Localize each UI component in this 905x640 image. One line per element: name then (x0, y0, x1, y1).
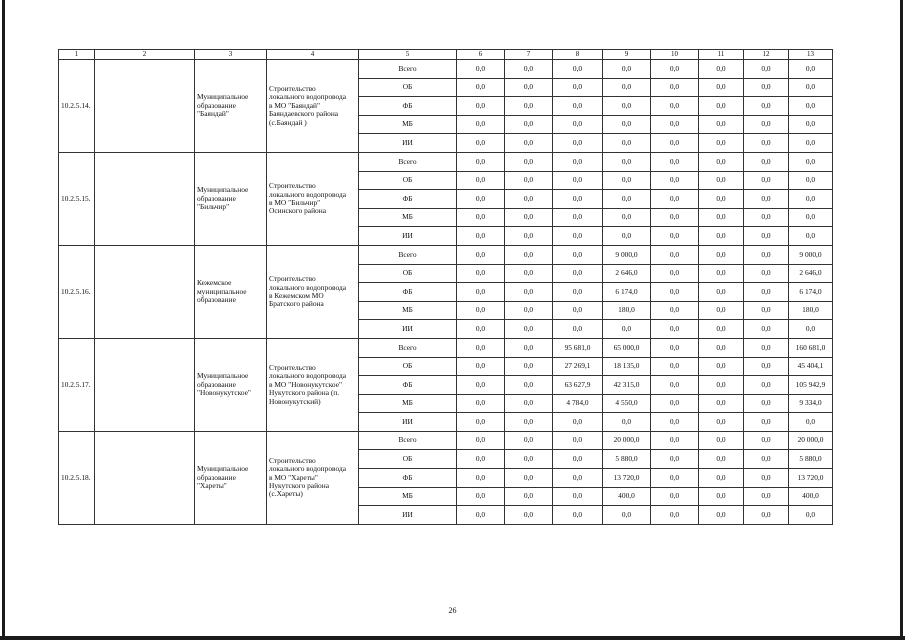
funding-source: ИИ (359, 227, 457, 246)
funding-value: 0,0 (651, 134, 699, 153)
funding-value: 0,0 (744, 264, 789, 283)
funding-value: 0,0 (603, 190, 651, 209)
funding-value: 0,0 (603, 152, 651, 171)
funding-source: МБ (359, 394, 457, 413)
funding-value: 0,0 (457, 245, 505, 264)
funding-value: 0,0 (505, 190, 553, 209)
funding-value: 0,0 (789, 171, 833, 190)
funding-value: 180,0 (603, 301, 651, 320)
funding-source: Всего (359, 431, 457, 450)
funding-value: 65 000,0 (603, 338, 651, 357)
funding-value: 0,0 (603, 208, 651, 227)
funding-value: 0,0 (744, 283, 789, 302)
column-number-header: 12 (744, 50, 789, 60)
funding-value: 0,0 (505, 320, 553, 339)
funding-value: 0,0 (699, 97, 744, 116)
measure-code: 10.2.5.16. (59, 245, 95, 338)
funding-value: 0,0 (553, 171, 603, 190)
scan-frame-bottom (0, 636, 905, 640)
funding-value: 0,0 (744, 469, 789, 488)
funding-value: 0,0 (699, 376, 744, 395)
funding-value: 0,0 (744, 190, 789, 209)
funding-value: 0,0 (603, 97, 651, 116)
funding-value: 400,0 (603, 487, 651, 506)
funding-value: 0,0 (457, 506, 505, 525)
funding-value: 0,0 (744, 394, 789, 413)
column-number-header: 3 (195, 50, 267, 60)
funding-value: 0,0 (651, 487, 699, 506)
column-number-header: 11 (699, 50, 744, 60)
funding-value: 0,0 (505, 413, 553, 432)
funding-value: 0,0 (744, 487, 789, 506)
funding-value: 0,0 (457, 152, 505, 171)
funding-value: 0,0 (744, 320, 789, 339)
funding-source: ОБ (359, 78, 457, 97)
funding-value: 0,0 (651, 152, 699, 171)
funding-value: 0,0 (505, 227, 553, 246)
funding-value: 0,0 (457, 357, 505, 376)
funding-value: 0,0 (699, 487, 744, 506)
funding-value: 0,0 (651, 97, 699, 116)
funding-value: 0,0 (457, 264, 505, 283)
funding-source: МБ (359, 115, 457, 134)
funding-value: 0,0 (699, 264, 744, 283)
funding-value: 0,0 (651, 394, 699, 413)
funding-source: ФБ (359, 97, 457, 116)
funding-source: ФБ (359, 283, 457, 302)
funding-value: 0,0 (553, 431, 603, 450)
funding-value: 0,0 (744, 431, 789, 450)
funding-value: 0,0 (553, 506, 603, 525)
funding-value: 0,0 (603, 227, 651, 246)
funding-value: 0,0 (505, 115, 553, 134)
funding-value: 0,0 (744, 413, 789, 432)
funding-value: 0,0 (505, 469, 553, 488)
organization-name: Муниципальное образование "Баяндай" (195, 60, 267, 153)
funding-value: 0,0 (553, 134, 603, 153)
funding-value: 0,0 (553, 227, 603, 246)
funding-value: 0,0 (699, 413, 744, 432)
funding-value: 0,0 (457, 469, 505, 488)
funding-value: 0,0 (457, 487, 505, 506)
empty-cell (95, 338, 195, 431)
funding-value: 0,0 (651, 357, 699, 376)
project-description: Строительство локального водопровода в МО "Хареты" Нукутского района (с.Хареты) (267, 431, 359, 524)
funding-value: 0,0 (553, 264, 603, 283)
funding-value: 400,0 (789, 487, 833, 506)
funding-value: 4 550,0 (603, 394, 651, 413)
funding-value: 0,0 (457, 227, 505, 246)
funding-value: 0,0 (699, 60, 744, 79)
funding-value: 0,0 (651, 431, 699, 450)
funding-value: 0,0 (699, 469, 744, 488)
funding-value: 0,0 (651, 376, 699, 395)
funding-source: ОБ (359, 264, 457, 283)
funding-source: ОБ (359, 357, 457, 376)
column-number-header: 4 (267, 50, 359, 60)
funding-value: 0,0 (651, 171, 699, 190)
funding-value: 0,0 (699, 338, 744, 357)
funding-value: 105 942,9 (789, 376, 833, 395)
funding-source: Всего (359, 245, 457, 264)
funding-value: 0,0 (505, 78, 553, 97)
funding-value: 4 784,0 (553, 394, 603, 413)
funding-value: 0,0 (651, 60, 699, 79)
funding-value: 0,0 (789, 506, 833, 525)
funding-value: 0,0 (505, 431, 553, 450)
funding-value: 0,0 (457, 78, 505, 97)
funding-value: 0,0 (651, 208, 699, 227)
funding-value: 0,0 (699, 208, 744, 227)
funding-value: 0,0 (505, 245, 553, 264)
column-number-header: 7 (505, 50, 553, 60)
funding-value: 0,0 (553, 413, 603, 432)
funding-value: 0,0 (789, 208, 833, 227)
funding-value: 0,0 (457, 208, 505, 227)
funding-value: 13 720,0 (603, 469, 651, 488)
funding-value: 0,0 (553, 208, 603, 227)
funding-value: 0,0 (457, 394, 505, 413)
funding-value: 0,0 (744, 301, 789, 320)
column-number-header: 1 (59, 50, 95, 60)
funding-value: 9 334,0 (789, 394, 833, 413)
funding-value: 0,0 (789, 97, 833, 116)
funding-value: 0,0 (505, 134, 553, 153)
funding-value: 0,0 (789, 152, 833, 171)
funding-value: 0,0 (553, 450, 603, 469)
organization-name: Кежемское муниципальное образование (195, 245, 267, 338)
funding-value: 0,0 (699, 450, 744, 469)
table-row (59, 431, 833, 450)
funding-value: 0,0 (789, 227, 833, 246)
funding-value: 0,0 (457, 450, 505, 469)
funding-value: 9 000,0 (789, 245, 833, 264)
funding-value: 0,0 (744, 357, 789, 376)
funding-value: 0,0 (699, 78, 744, 97)
funding-value: 180,0 (789, 301, 833, 320)
funding-value: 0,0 (505, 357, 553, 376)
funding-value: 0,0 (457, 283, 505, 302)
funding-value: 0,0 (505, 60, 553, 79)
funding-value: 0,0 (651, 190, 699, 209)
funding-value: 45 404,1 (789, 357, 833, 376)
funding-value: 0,0 (744, 171, 789, 190)
funding-source: ОБ (359, 171, 457, 190)
funding-value: 42 315,0 (603, 376, 651, 395)
funding-value: 0,0 (505, 376, 553, 395)
funding-value: 9 000,0 (603, 245, 651, 264)
funding-source: ФБ (359, 376, 457, 395)
funding-value: 0,0 (603, 60, 651, 79)
funding-value: 0,0 (505, 338, 553, 357)
funding-value: 0,0 (789, 413, 833, 432)
funding-value: 0,0 (505, 506, 553, 525)
funding-value: 2 646,0 (789, 264, 833, 283)
funding-value: 0,0 (553, 97, 603, 116)
column-number-header: 9 (603, 50, 651, 60)
funding-value: 0,0 (744, 115, 789, 134)
funding-value: 27 269,1 (553, 357, 603, 376)
funding-value: 0,0 (651, 264, 699, 283)
funding-value: 0,0 (505, 171, 553, 190)
funding-value: 5 880,0 (603, 450, 651, 469)
funding-value: 0,0 (603, 320, 651, 339)
funding-value: 0,0 (789, 134, 833, 153)
funding-source: МБ (359, 208, 457, 227)
organization-name: Муниципальное образование "Бильчир" (195, 152, 267, 245)
funding-value: 0,0 (744, 208, 789, 227)
funding-source: Всего (359, 338, 457, 357)
funding-value: 0,0 (789, 320, 833, 339)
empty-cell (95, 245, 195, 338)
funding-value: 5 880,0 (789, 450, 833, 469)
funding-value: 0,0 (651, 227, 699, 246)
funding-source: ФБ (359, 190, 457, 209)
funding-value: 0,0 (457, 320, 505, 339)
funding-value: 0,0 (699, 357, 744, 376)
funding-value: 13 720,0 (789, 469, 833, 488)
funding-value: 0,0 (744, 78, 789, 97)
page-number: 26 (448, 606, 457, 615)
funding-value: 0,0 (553, 301, 603, 320)
column-number-header: 10 (651, 50, 699, 60)
funding-source: МБ (359, 301, 457, 320)
funding-value: 0,0 (457, 301, 505, 320)
funding-value: 0,0 (603, 413, 651, 432)
funding-value: 0,0 (744, 450, 789, 469)
funding-value: 0,0 (457, 413, 505, 432)
funding-value: 0,0 (651, 338, 699, 357)
funding-source: Всего (359, 152, 457, 171)
funding-value: 18 135,0 (603, 357, 651, 376)
table-row (59, 60, 833, 79)
funding-value: 2 646,0 (603, 264, 651, 283)
funding-value: 0,0 (457, 97, 505, 116)
funding-value: 0,0 (699, 134, 744, 153)
funding-value: 0,0 (651, 469, 699, 488)
funding-source: ИИ (359, 413, 457, 432)
project-description: Строительство локального водопровода в МО "Баяндай" Баяндаевского района (с.Баяндай ) (267, 60, 359, 153)
funding-value: 0,0 (699, 320, 744, 339)
funding-value: 0,0 (699, 115, 744, 134)
funding-source: ФБ (359, 469, 457, 488)
funding-value: 0,0 (553, 152, 603, 171)
funding-source: МБ (359, 487, 457, 506)
funding-value: 0,0 (553, 283, 603, 302)
funding-value: 0,0 (603, 506, 651, 525)
funding-value: 160 681,0 (789, 338, 833, 357)
empty-cell (95, 60, 195, 153)
funding-value: 0,0 (505, 208, 553, 227)
organization-name: Муниципальное образование "Хареты" (195, 431, 267, 524)
funding-value: 0,0 (603, 134, 651, 153)
funding-value: 0,0 (744, 134, 789, 153)
funding-source: ОБ (359, 450, 457, 469)
funding-value: 0,0 (744, 506, 789, 525)
funding-value: 0,0 (699, 506, 744, 525)
funding-value: 20 000,0 (603, 431, 651, 450)
column-number-header: 8 (553, 50, 603, 60)
funding-value: 0,0 (651, 78, 699, 97)
funding-value: 0,0 (505, 301, 553, 320)
funding-value: 0,0 (699, 190, 744, 209)
funding-value: 0,0 (744, 338, 789, 357)
funding-value: 0,0 (699, 301, 744, 320)
funding-value: 0,0 (457, 115, 505, 134)
funding-value: 0,0 (505, 152, 553, 171)
funding-value: 0,0 (603, 115, 651, 134)
column-number-header: 6 (457, 50, 505, 60)
funding-value: 6 174,0 (603, 283, 651, 302)
funding-value: 0,0 (744, 227, 789, 246)
empty-cell (95, 431, 195, 524)
column-number-header: 2 (95, 50, 195, 60)
funding-value: 0,0 (651, 301, 699, 320)
funding-value: 0,0 (699, 245, 744, 264)
funding-value: 95 681,0 (553, 338, 603, 357)
funding-value: 20 000,0 (789, 431, 833, 450)
column-number-header: 13 (789, 50, 833, 60)
funding-value: 0,0 (744, 245, 789, 264)
funding-value: 0,0 (505, 264, 553, 283)
measure-code: 10.2.5.15. (59, 152, 95, 245)
funding-value: 0,0 (789, 190, 833, 209)
funding-value: 0,0 (505, 394, 553, 413)
funding-value: 6 174,0 (789, 283, 833, 302)
funding-value: 0,0 (457, 134, 505, 153)
header-row (59, 50, 833, 60)
funding-value: 0,0 (789, 60, 833, 79)
funding-value: 0,0 (553, 115, 603, 134)
funding-value: 0,0 (651, 450, 699, 469)
funding-value: 0,0 (553, 78, 603, 97)
project-description: Строительство локального водопровода в МО "Новонукутское" Нукутского района (п. Новонукутский) (267, 338, 359, 431)
funding-value: 0,0 (744, 376, 789, 395)
funding-value: 0,0 (651, 245, 699, 264)
measure-code: 10.2.5.17. (59, 338, 95, 431)
funding-value: 0,0 (553, 190, 603, 209)
funding-value: 63 627,9 (553, 376, 603, 395)
column-number-header: 5 (359, 50, 457, 60)
table-row (59, 245, 833, 264)
funding-value: 0,0 (651, 115, 699, 134)
table-row (59, 338, 833, 357)
table-row (59, 152, 833, 171)
funding-value: 0,0 (553, 469, 603, 488)
funding-value: 0,0 (699, 431, 744, 450)
funding-value: 0,0 (651, 413, 699, 432)
funding-source: Всего (359, 60, 457, 79)
funding-value: 0,0 (603, 171, 651, 190)
funding-value: 0,0 (457, 171, 505, 190)
funding-value: 0,0 (457, 190, 505, 209)
funding-value: 0,0 (699, 171, 744, 190)
funding-value: 0,0 (651, 506, 699, 525)
program-funding-table (58, 49, 833, 525)
project-description: Строительство локального водопровода в МО "Бильчир" Осинского района (267, 152, 359, 245)
organization-name: Муниципальное образование "Новонукутское" (195, 338, 267, 431)
funding-value: 0,0 (457, 431, 505, 450)
funding-value: 0,0 (651, 283, 699, 302)
funding-value: 0,0 (744, 152, 789, 171)
funding-value: 0,0 (457, 376, 505, 395)
funding-source: ИИ (359, 320, 457, 339)
funding-value: 0,0 (744, 60, 789, 79)
funding-value: 0,0 (789, 115, 833, 134)
funding-source: ИИ (359, 506, 457, 525)
funding-value: 0,0 (789, 78, 833, 97)
project-description: Строительство локального водопровода в Кежемском МО Братского района (267, 245, 359, 338)
funding-value: 0,0 (553, 487, 603, 506)
empty-cell (95, 152, 195, 245)
funding-source: ИИ (359, 134, 457, 153)
scan-frame-right (900, 0, 903, 640)
funding-value: 0,0 (699, 283, 744, 302)
table-body (59, 50, 833, 525)
measure-code: 10.2.5.18. (59, 431, 95, 524)
funding-value: 0,0 (505, 450, 553, 469)
funding-value: 0,0 (603, 78, 651, 97)
funding-value: 0,0 (553, 60, 603, 79)
funding-value: 0,0 (505, 283, 553, 302)
funding-value: 0,0 (699, 227, 744, 246)
funding-value: 0,0 (505, 487, 553, 506)
funding-value: 0,0 (457, 338, 505, 357)
measure-code: 10.2.5.14. (59, 60, 95, 153)
funding-value: 0,0 (651, 320, 699, 339)
funding-value: 0,0 (744, 97, 789, 116)
funding-value: 0,0 (699, 394, 744, 413)
funding-value: 0,0 (699, 152, 744, 171)
funding-value: 0,0 (553, 245, 603, 264)
funding-value: 0,0 (505, 97, 553, 116)
funding-value: 0,0 (457, 60, 505, 79)
funding-value: 0,0 (553, 320, 603, 339)
scan-frame-left (2, 0, 5, 640)
